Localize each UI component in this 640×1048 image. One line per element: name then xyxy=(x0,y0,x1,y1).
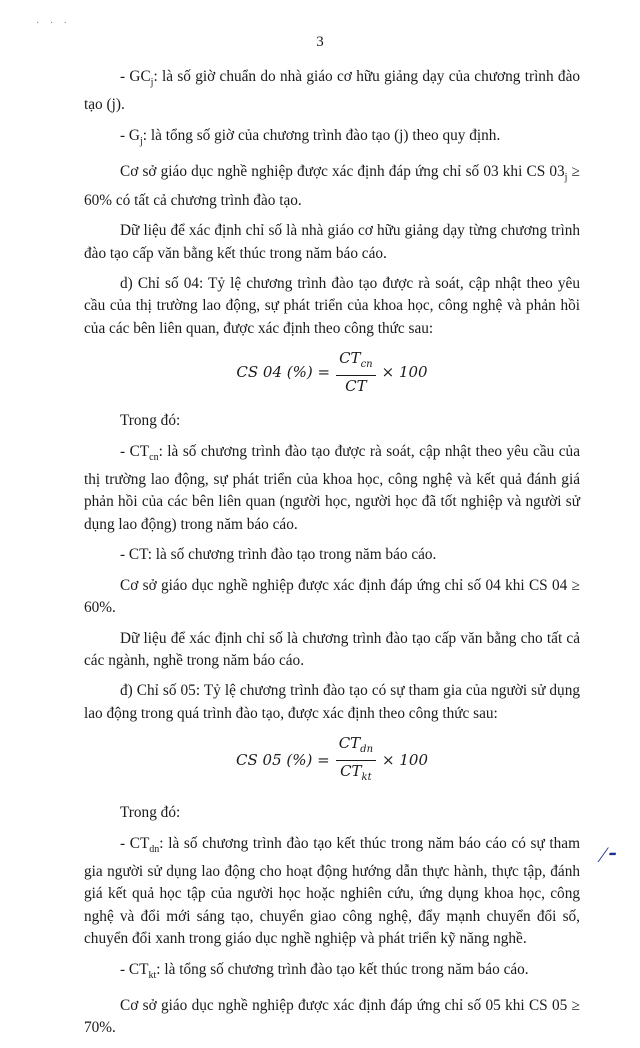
paragraph-cs04-data: Dữ liệu để xác định chỉ số là chương trình đào tạo cấp văn bằng cho tất cả các ngành, nghề trong năm báo cáo. xyxy=(84,629,580,669)
formula-cs04: CS 04 (%) = $\frac{CT_{cn}}{CT}$ × 100 xyxy=(236,349,428,396)
paragraph-gcj: - $GC_j$: là số giờ chuẩn do nhà giáo cơ hữu giảng dạy của chương trình đào tạo (j). xyxy=(84,68,581,114)
paragraph-ctcn: - $CT_{cn}$: là số chương trình đào tạo được rà soát, cập nhật theo yêu cầu của thị trường lao động, sự phát triển của khoa học, công nghệ và kết quả đánh giá phản hồi của các bên liên quan (người học, người học đã tốt nghiệp và người sử dụng lao động) trong năm báo cáo. xyxy=(84,442,580,533)
formula-cs05: CS 05 (%) = $\frac{CT_{dn}}{CT_{kt}}$ × 100 xyxy=(236,734,428,784)
paragraph-cs04-threshold: Cơ sở giáo dục nghề nghiệp được xác định đáp ứng chỉ số 04 khi CS 04 ≥ 60%. xyxy=(84,576,580,617)
paragraph-ctkt: - $CT_{kt}$: là tổng số chương trình đào tạo kết thúc trong năm báo cáo. xyxy=(120,960,529,981)
scan-specks: · · · xyxy=(36,18,71,29)
paragraph-cs04-intro: d) Chỉ số 04: Tỷ lệ chương trình đào tạo được rà soát, cập nhật theo yêu cầu của thị trường lao động, sự phát triển của khoa học, công nghệ và phản hồi của các bên liên quan, được xác định theo công thức sau: xyxy=(84,274,580,337)
paragraph-cs03-threshold: Cơ sở giáo dục nghề nghiệp được xác định đáp ứng chỉ số 03 khi CS $03_j \ge 60\%$ có tất cả chương trình đào tạo. xyxy=(84,163,580,209)
paragraph-ctdn: - $CT_{dn}$: là số chương trình đào tạo kết thúc trong năm báo cáo có sự tham gia người sử dụng lao động cho hoạt động hướng dẫn thực hành, thực tập, đánh giá kết quả học tập của người học hoặc nghiên cứu, ứng dụng khoa học, công nghệ và đổi mới sáng tạo, chuyển giao công nghệ, đẩy mạnh chuyển đổi số, chuyển đổi xanh trong giáo dục nghề nghiệp và phát triển kỹ năng nghề. xyxy=(84,834,580,948)
paragraph-cs05-threshold: Cơ sở giáo dục nghề nghiệp được xác định đáp ứng chỉ số 05 khi CS 05 ≥ 70%. xyxy=(84,997,580,1037)
paragraph-cs05-intro: đ) Chỉ số 05: Tỷ lệ chương trình đào tạo có sự tham gia của người sử dụng lao động trong quá trình đào tạo, được xác định theo công thức sau: xyxy=(84,682,580,722)
paragraph-ct: - CT: là số chương trình đào tạo trong năm báo cáo. xyxy=(120,546,437,564)
initial-signature-mark: ⁄⁃ xyxy=(601,842,616,867)
document-body xyxy=(84,66,580,1048)
paragraph-where-1: Trong đó: xyxy=(120,412,181,430)
page-number: 3 xyxy=(316,34,324,50)
paragraph-cs03-data: Dữ liệu để xác định chỉ số là nhà giáo cơ hữu giảng dạy từng chương trình đào tạo cấp văn bằng kết thúc trong năm báo cáo. xyxy=(84,222,580,262)
paragraph-where-2: Trong đó: xyxy=(120,804,181,822)
paragraph-gj: - $G_j$: là tổng số giờ của chương trình đào tạo (j) theo quy định. xyxy=(120,126,501,147)
